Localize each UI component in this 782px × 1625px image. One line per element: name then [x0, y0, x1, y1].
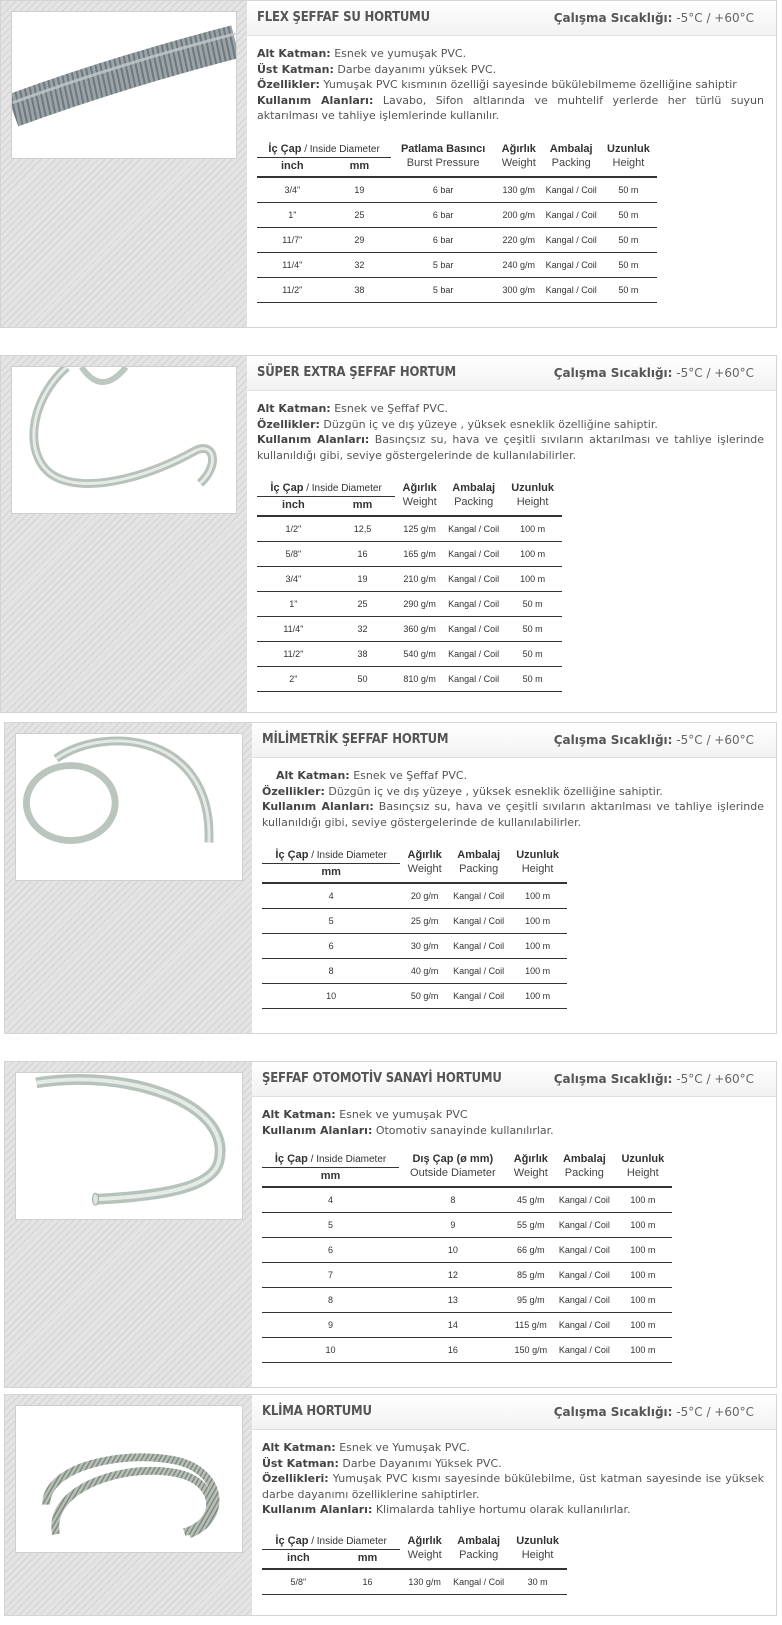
table-cell: 100 m [614, 1238, 672, 1263]
table-cell: 50 m [600, 252, 657, 277]
table-cell: 100 m [614, 1288, 672, 1313]
temperature: Çalışma Sıcaklığı: -5°C / +60°C [553, 11, 754, 25]
table-cell: 240 g/m [495, 252, 542, 277]
prop-kullanim: Kullanım Alanları: Lavabo, Sifon altlarında ve muhtelif yerlerde her türlü suyun aktarılması ve tahliye işlemlerinde kullanılır. [257, 93, 764, 122]
table-cell: 5 [262, 1213, 399, 1238]
table-cell: 12 [399, 1263, 506, 1288]
prop-alt-katman: Alt Katman: Esnek ve yumuşak PVC [262, 1108, 468, 1121]
image-panel [5, 723, 252, 1033]
table-cell: 6 [262, 934, 400, 959]
table-row [262, 1569, 567, 1595]
col-burst: Patlama Basıncı Burst Pressure [391, 142, 495, 177]
info-panel [247, 356, 776, 712]
klima-hose-icon [16, 1406, 242, 1552]
table-cell: 16 [335, 1569, 400, 1595]
table-cell: 8 [262, 959, 400, 984]
table-row [262, 1187, 672, 1213]
table-row [262, 1338, 672, 1363]
table-cell: 130 g/m [400, 1569, 449, 1595]
table-row [257, 642, 562, 667]
properties [262, 1440, 764, 1518]
table-cell: 9 [262, 1313, 399, 1338]
table-row [262, 984, 567, 1009]
info-panel [252, 723, 776, 1033]
table-cell: 5 bar [391, 252, 495, 277]
prop-alt-katman: Alt Katman: Esnek ve yumuşak PVC. [257, 47, 467, 60]
spec-table [262, 1534, 567, 1595]
table-cell: 100 m [614, 1313, 672, 1338]
product-card-super-extra [0, 355, 777, 713]
table-cell: 10 [399, 1238, 506, 1263]
table-cell: Kangal / Coil [543, 252, 600, 277]
table-cell: 11/2" [257, 642, 330, 667]
prop-kullanim: Kullanım Alanları: Basınçsız su, hava ve çeşitli sıvıların aktarılması ve tahliye işlerinde kullanıldığı gibi, seviye göstergelerinde de kullanılabilirler. [262, 800, 765, 829]
col-inch: inch [257, 497, 330, 517]
col-mm: mm [330, 497, 395, 517]
table-cell: 6 bar [391, 202, 495, 227]
table-cell: 7 [262, 1263, 399, 1288]
table-cell: 25 g/m [400, 909, 449, 934]
temperature: Çalışma Sıcaklığı: -5°C / +60°C [553, 1072, 754, 1086]
table-cell: 50 m [503, 617, 562, 642]
col-pack: Ambalaj Packing [449, 848, 508, 883]
table-cell: 100 m [614, 1187, 672, 1213]
table-cell: 11/2" [257, 277, 328, 302]
table-cell: Kangal / Coil [449, 909, 508, 934]
col-inch: inch [262, 1549, 335, 1569]
table-cell: 220 g/m [495, 227, 542, 252]
col-length: Uzunluk Height [508, 848, 567, 883]
table-cell: Kangal / Coil [555, 1238, 614, 1263]
table-cell: 6 bar [391, 227, 495, 252]
table-cell: 32 [330, 617, 395, 642]
product-header [247, 356, 776, 391]
spec-table [257, 142, 657, 303]
prop-ozellikleri: Özellikleri: Yumuşak PVC kısmı sayesinde bükülebilme, üst katman sayesinde ise yüksek darbe dayanımı özelliklerine sahiptirler. [262, 1472, 764, 1501]
col-ic-cap: İç Çap / Inside Diameter [257, 142, 391, 158]
product-image [15, 1405, 243, 1553]
table-row [262, 1213, 672, 1238]
table-cell: Kangal / Coil [555, 1263, 614, 1288]
col-weight: Ağırlık Weight [395, 481, 444, 516]
table-cell: 50 m [600, 177, 657, 203]
col-ic-cap: İç Çap / Inside Diameter [257, 481, 395, 497]
col-weight: Ağırlık Weight [495, 142, 542, 177]
table-row [257, 567, 562, 592]
col-mm: mm [262, 1168, 399, 1188]
table-cell: Kangal / Coil [444, 617, 503, 642]
image-panel [1, 356, 247, 712]
table-cell: 32 [328, 252, 392, 277]
table-cell: Kangal / Coil [555, 1338, 614, 1363]
table-cell: 100 m [508, 984, 567, 1009]
table-row [262, 934, 567, 959]
table-cell: 40 g/m [400, 959, 449, 984]
table-cell: 100 m [614, 1338, 672, 1363]
col-outer: Dış Çap (ø mm) Outside Diameter [399, 1152, 506, 1187]
col-inch: inch [257, 157, 328, 177]
product-header [252, 1062, 776, 1097]
table-cell: Kangal / Coil [555, 1187, 614, 1213]
table-row [257, 177, 657, 203]
table-cell: 38 [328, 277, 392, 302]
col-ic-cap: İç Çap / Inside Diameter [262, 1534, 400, 1550]
spec-table [257, 481, 562, 692]
table-cell: 3/4" [257, 567, 330, 592]
prop-kullanim: Kullanım Alanları: Otomotiv sanayinde kullanılırlar. [262, 1123, 554, 1137]
table-cell: Kangal / Coil [449, 934, 508, 959]
table-cell: 130 g/m [495, 177, 542, 203]
col-mm: mm [262, 864, 400, 884]
table-cell: 150 g/m [507, 1338, 556, 1363]
product-image [11, 11, 237, 159]
spec-table [262, 1152, 672, 1363]
product-title: ŞEFFAF OTOMOTİV SANAYİ HORTUMU [262, 1071, 502, 1086]
table-cell: 66 g/m [507, 1238, 556, 1263]
product-header [247, 1, 776, 36]
prop-ust-katman: Üst Katman: Darbe dayanımı yüksek PVC. [257, 62, 497, 76]
table-cell: 360 g/m [395, 617, 444, 642]
properties [257, 401, 764, 463]
image-panel [5, 1062, 252, 1387]
info-panel [252, 1062, 776, 1387]
product-title: FLEX ŞEFFAF SU HORTUMU [257, 10, 430, 25]
table-cell: 25 [330, 592, 395, 617]
product-title: MİLİMETRİK ŞEFFAF HORTUM [262, 732, 449, 747]
temperature: Çalışma Sıcaklığı: -5°C / +60°C [553, 1405, 754, 1419]
table-row [257, 516, 562, 542]
image-panel [5, 1395, 252, 1615]
table-cell: 100 m [503, 567, 562, 592]
product-card-flex [0, 0, 777, 328]
table-cell: Kangal / Coil [444, 592, 503, 617]
table-cell: Kangal / Coil [543, 277, 600, 302]
info-panel [252, 1395, 776, 1615]
table-cell: 50 m [503, 592, 562, 617]
table-row [257, 277, 657, 302]
table-cell: Kangal / Coil [449, 1569, 508, 1595]
table-cell: 55 g/m [507, 1213, 556, 1238]
table-cell: 3/4" [257, 177, 328, 203]
table-cell: 20 g/m [400, 883, 449, 909]
image-panel [1, 1, 247, 327]
table-cell: 16 [399, 1338, 506, 1363]
properties [262, 768, 764, 830]
table-cell: 50 m [503, 642, 562, 667]
properties [257, 46, 764, 124]
table-row [257, 667, 562, 692]
table-cell: Kangal / Coil [444, 642, 503, 667]
table-row [257, 592, 562, 617]
table-cell: 30 g/m [400, 934, 449, 959]
table-cell: 10 [262, 1338, 399, 1363]
table-cell: 25 [328, 202, 392, 227]
table-row [262, 1288, 672, 1313]
info-panel [247, 1, 776, 327]
prop-ozellikler: Özellikler: Yumuşak PVC kısmının özelliği sayesinde bükülebilmeme özelliğine sahiptir [257, 78, 737, 91]
prop-ust-katman: Üst Katman: Darbe Dayanımı Yüksek PVC. [262, 1456, 502, 1470]
table-cell: Kangal / Coil [444, 567, 503, 592]
table-cell: 6 bar [391, 177, 495, 203]
col-ic-cap: İç Çap / Inside Diameter [262, 848, 400, 864]
table-cell: 115 g/m [507, 1313, 556, 1338]
table-cell: 200 g/m [495, 202, 542, 227]
automotive-hose-icon [16, 1073, 242, 1219]
table-cell: Kangal / Coil [555, 1288, 614, 1313]
clear-hose-icon [12, 367, 236, 513]
table-cell: 100 m [614, 1263, 672, 1288]
table-row [257, 252, 657, 277]
col-mm: mm [335, 1549, 400, 1569]
table-cell: Kangal / Coil [543, 177, 600, 203]
col-pack: Ambalaj Packing [543, 142, 600, 177]
table-cell: 85 g/m [507, 1263, 556, 1288]
table-cell: 5 bar [391, 277, 495, 302]
table-cell: 9 [399, 1213, 506, 1238]
table-cell: 1" [257, 592, 330, 617]
table-row [262, 909, 567, 934]
table-row [262, 1263, 672, 1288]
col-pack: Ambalaj Packing [555, 1152, 614, 1187]
temperature: Çalışma Sıcaklığı: -5°C / +60°C [553, 733, 754, 747]
table-cell: 4 [262, 883, 400, 909]
table-cell: 2" [257, 667, 330, 692]
table-cell: 11/7" [257, 227, 328, 252]
table-cell: 6 [262, 1238, 399, 1263]
table-cell: 29 [328, 227, 392, 252]
table-cell: 100 m [508, 959, 567, 984]
col-length: Uzunluk Height [614, 1152, 672, 1187]
table-cell: Kangal / Coil [555, 1213, 614, 1238]
table-cell: Kangal / Coil [449, 984, 508, 1009]
table-cell: 100 m [508, 883, 567, 909]
col-ic-cap: İç Çap / Inside Diameter [262, 1152, 399, 1168]
product-header [252, 723, 776, 758]
table-row [262, 1313, 672, 1338]
table-cell: 125 g/m [395, 516, 444, 542]
prop-alt-katman: Alt Katman: Esnek ve Yumuşak PVC. [262, 1441, 471, 1454]
table-cell: 300 g/m [495, 277, 542, 302]
table-cell: 50 g/m [400, 984, 449, 1009]
table-cell: 19 [328, 177, 392, 203]
table-cell: Kangal / Coil [555, 1313, 614, 1338]
coiled-hose-icon [16, 734, 242, 880]
table-cell: 38 [330, 642, 395, 667]
prop-kullanim: Kullanım Alanları: Basınçsız su, hava ve çeşitli sıvıların aktarılması ve tahliye işlerinde kullanıldığı gibi, seviye göstergelerinde de kullanılabilirler. [257, 433, 765, 462]
product-header [252, 1395, 776, 1430]
col-pack: Ambalaj Packing [444, 481, 503, 516]
table-cell: 100 m [508, 934, 567, 959]
table-cell: Kangal / Coil [449, 883, 508, 909]
table-cell: 13 [399, 1288, 506, 1313]
table-cell: 290 g/m [395, 592, 444, 617]
table-cell: 5/8" [257, 542, 330, 567]
table-cell: Kangal / Coil [444, 667, 503, 692]
table-row [257, 202, 657, 227]
table-cell: 30 m [508, 1569, 567, 1595]
prop-alt-katman: Alt Katman: Esnek ve Şeffaf PVC. [276, 769, 468, 782]
temperature: Çalışma Sıcaklığı: -5°C / +60°C [553, 366, 754, 380]
product-title: KLİMA HORTUMU [262, 1404, 372, 1419]
product-image [15, 1072, 243, 1220]
table-cell: Kangal / Coil [449, 959, 508, 984]
product-card-otomotiv [4, 1061, 777, 1388]
table-cell: 540 g/m [395, 642, 444, 667]
table-cell: 810 g/m [395, 667, 444, 692]
col-mm: mm [328, 157, 392, 177]
col-weight: Ağırlık Weight [400, 848, 449, 883]
table-row [257, 227, 657, 252]
table-cell: 50 m [600, 227, 657, 252]
table-cell: 1/2" [257, 516, 330, 542]
table-cell: 11/4" [257, 617, 330, 642]
table-cell: 95 g/m [507, 1288, 556, 1313]
table-cell: 100 m [614, 1213, 672, 1238]
table-cell: 1" [257, 202, 328, 227]
product-card-klima [4, 1394, 777, 1616]
table-cell: Kangal / Coil [444, 542, 503, 567]
spec-table [262, 848, 567, 1009]
table-cell: 210 g/m [395, 567, 444, 592]
table-cell: Kangal / Coil [444, 516, 503, 542]
table-cell: 100 m [503, 516, 562, 542]
table-cell: Kangal / Coil [543, 202, 600, 227]
table-cell: 12,5 [330, 516, 395, 542]
col-weight: Ağırlık Weight [400, 1534, 449, 1569]
table-cell: 100 m [503, 542, 562, 567]
prop-ozellikler: Özellikler: Düzgün iç ve dış yüzeye , yüksek esneklik özelliğine sahiptir. [262, 784, 663, 798]
table-cell: 11/4" [257, 252, 328, 277]
product-card-milimetrik [4, 722, 777, 1034]
table-cell: 8 [262, 1288, 399, 1313]
prop-kullanim: Kullanım Alanları: Klimalarda tahliye hortumu olarak kullanılırlar. [262, 1503, 631, 1516]
table-row [262, 1238, 672, 1263]
table-cell: 4 [262, 1187, 399, 1213]
product-title: SÜPER EXTRA ŞEFFAF HORTUM [257, 365, 456, 380]
prop-ozellikler: Özellikler: Düzgün iç ve dış yüzeye , yüksek esneklik özelliğine sahiptir. [257, 417, 658, 431]
table-cell: 165 g/m [395, 542, 444, 567]
table-cell: 8 [399, 1187, 506, 1213]
table-cell: 100 m [508, 909, 567, 934]
table-cell: 50 m [600, 277, 657, 302]
product-image [11, 366, 237, 514]
flex-hose-icon [12, 12, 236, 158]
prop-alt-katman: Alt Katman: Esnek ve Şeffaf PVC. [257, 402, 449, 415]
table-cell: 10 [262, 984, 400, 1009]
table-cell: 5 [262, 909, 400, 934]
table-cell: 45 g/m [507, 1187, 556, 1213]
table-row [257, 542, 562, 567]
col-length: Uzunluk Height [503, 481, 562, 516]
col-length: Uzunluk Height [508, 1534, 567, 1569]
table-row [262, 883, 567, 909]
col-weight: Ağırlık Weight [507, 1152, 556, 1187]
table-cell: Kangal / Coil [543, 227, 600, 252]
table-cell: 50 m [503, 667, 562, 692]
table-cell: 14 [399, 1313, 506, 1338]
col-pack: Ambalaj Packing [449, 1534, 508, 1569]
table-cell: 16 [330, 542, 395, 567]
table-cell: 50 [330, 667, 395, 692]
properties [262, 1107, 764, 1138]
table-row [262, 959, 567, 984]
table-cell: 50 m [600, 202, 657, 227]
table-cell: 19 [330, 567, 395, 592]
table-cell: 5/8" [262, 1569, 335, 1595]
table-row [257, 617, 562, 642]
product-image [15, 733, 243, 881]
col-length: Uzunluk Height [600, 142, 657, 177]
